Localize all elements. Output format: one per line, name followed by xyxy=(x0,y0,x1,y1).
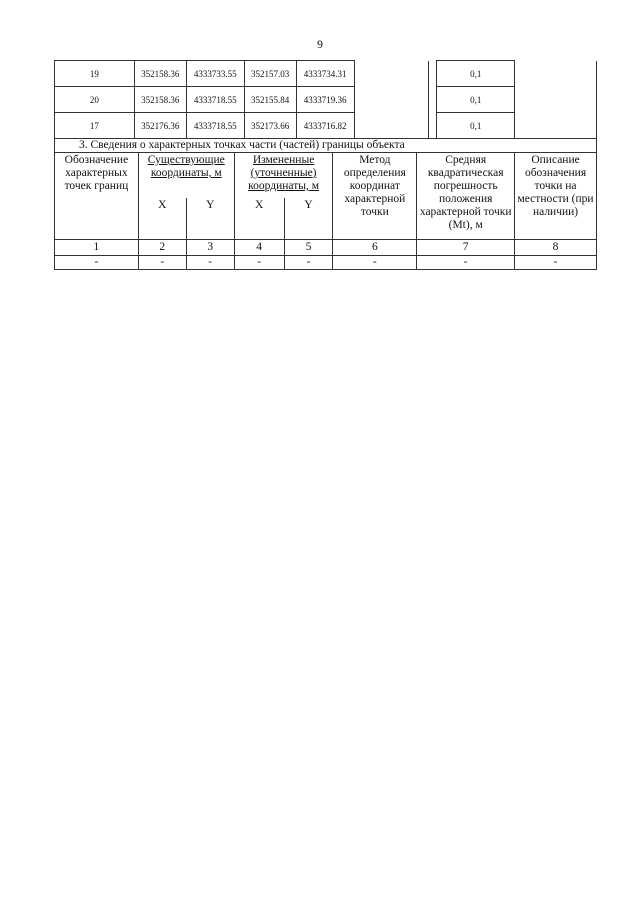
header-description: Описание обозначения точки на местности (при наличии) xyxy=(515,153,597,240)
empty-value: - xyxy=(284,256,333,270)
table-row xyxy=(55,113,597,139)
table-row xyxy=(55,87,597,113)
header-y-updated: Y xyxy=(284,198,333,240)
method-cell xyxy=(354,87,429,113)
table-row xyxy=(55,61,597,87)
y-existing: 4333733.55 xyxy=(186,61,244,87)
header-point-designation: Обозначение характерных точек границ xyxy=(55,153,139,240)
method-cell xyxy=(354,61,429,87)
col-number: 1 xyxy=(55,240,139,256)
gap-cell xyxy=(429,113,437,139)
coordinates-table xyxy=(54,60,597,139)
header-updated-coords: Измененные (уточненные) координаты, м xyxy=(234,153,333,199)
empty-value: - xyxy=(234,256,284,270)
mt-value: 0,1 xyxy=(437,61,515,87)
point-id: 17 xyxy=(55,113,135,139)
header-x-existing: X xyxy=(138,198,186,240)
col-number: 3 xyxy=(186,240,234,256)
x-updated: 352157.03 xyxy=(244,61,296,87)
description-cell xyxy=(515,113,597,139)
description-cell xyxy=(515,87,597,113)
x-existing: 352158.36 xyxy=(134,87,186,113)
header-y-existing: Y xyxy=(186,198,234,240)
header-mt: Средняя квадратическая погрешность положения характерной точки (Mt), м xyxy=(417,153,515,240)
col-number: 5 xyxy=(284,240,333,256)
y-updated: 4333719.36 xyxy=(296,87,354,113)
col-number: 6 xyxy=(333,240,417,256)
header-existing-coords: Существующие координаты, м xyxy=(138,153,234,199)
y-updated: 4333716.82 xyxy=(296,113,354,139)
empty-value: - xyxy=(138,256,186,270)
empty-value: - xyxy=(333,256,417,270)
col-number: 4 xyxy=(234,240,284,256)
empty-value: - xyxy=(515,256,597,270)
mt-value: 0,1 xyxy=(437,87,515,113)
column-numbers-row xyxy=(55,240,597,256)
page-number: 9 xyxy=(317,37,323,51)
y-updated: 4333734.31 xyxy=(296,61,354,87)
method-cell xyxy=(354,113,429,139)
point-id: 19 xyxy=(55,61,135,87)
section-title: 3. Сведения о характерных точках части (частей) границы объекта xyxy=(55,139,597,153)
gap-cell xyxy=(429,61,437,87)
empty-value: - xyxy=(55,256,139,270)
col-number: 8 xyxy=(515,240,597,256)
y-existing: 4333718.55 xyxy=(186,87,244,113)
table-row xyxy=(55,256,597,270)
empty-value: - xyxy=(417,256,515,270)
x-existing: 352158.36 xyxy=(134,61,186,87)
x-updated: 352155.84 xyxy=(244,87,296,113)
header-row xyxy=(55,153,597,199)
point-id: 20 xyxy=(55,87,135,113)
mt-value: 0,1 xyxy=(437,113,515,139)
section3-table xyxy=(54,138,597,270)
y-existing: 4333718.55 xyxy=(186,113,244,139)
x-existing: 352176.36 xyxy=(134,113,186,139)
x-updated: 352173.66 xyxy=(244,113,296,139)
gap-cell xyxy=(429,87,437,113)
col-number: 2 xyxy=(138,240,186,256)
empty-value: - xyxy=(186,256,234,270)
header-x-updated: X xyxy=(234,198,284,240)
col-number: 7 xyxy=(417,240,515,256)
description-cell xyxy=(515,61,597,87)
header-method: Метод определения координат характерной точки xyxy=(333,153,417,240)
